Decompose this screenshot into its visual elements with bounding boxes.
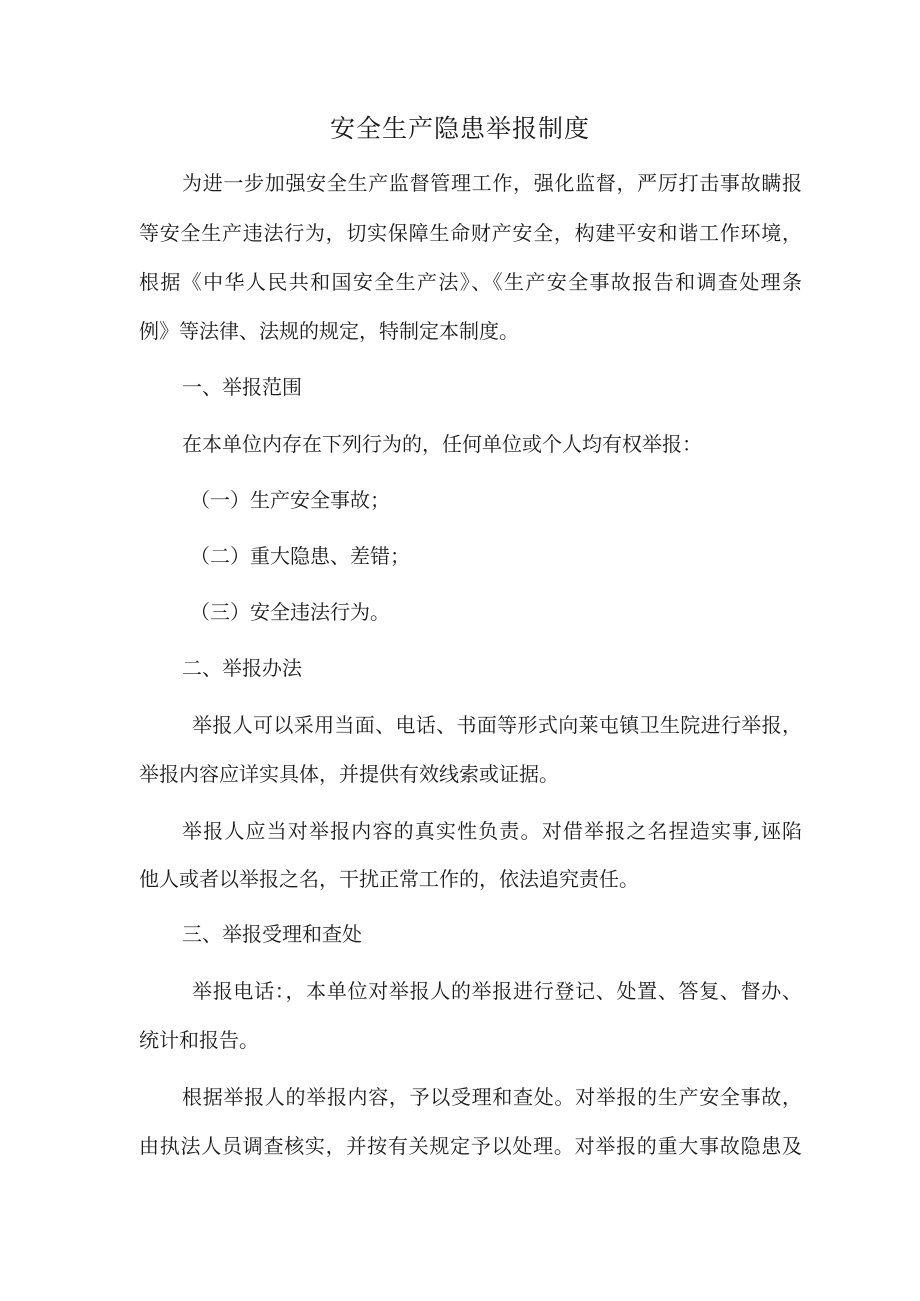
intro-line-1: 为进一步加强安全生产监督管理工作，强化监督，严厉打击事故瞒报 [182,171,802,195]
handling-para1-line-1: 举报电话：，本单位对举报人的举报进行登记、处置、答复、督办、 [192,979,802,1003]
section-heading-scope: 一、举报范围 [182,375,302,399]
scope-item-2: （二）重大隐患、差错； [190,544,410,568]
method-para1-line-2: 举报内容应详实具体，并提供有效线索或证据。 [139,762,559,786]
method-para2-line-1: 举报人应当对举报内容的真实性负责。对借举报之名捏造实事,诬陷 [182,819,802,843]
handling-para2-line-2: 由执法人员调查核实，并按有关规定予以处理。对举报的重大事故隐患及 [139,1134,802,1158]
scope-lead-text: 在本单位内存在下列行为的，任何单位或个人均有权举报： [182,432,702,456]
method-para2-line-2: 他人或者以举报之名，干扰正常工作的，依法追究责任。 [139,867,639,891]
section-heading-method: 二、举报办法 [182,656,302,680]
intro-line-3: 根据《中华人民共和国安全生产法》、《生产安全事故报告和调查处理条 [139,270,802,294]
method-para1-line-1: 举报人可以采用当面、电话、书面等形式向莱屯镇卫生院进行举报， [192,713,802,737]
document-title: 安全生产隐患举报制度 [329,114,590,143]
scope-item-3: （三）安全违法行为。 [190,600,390,624]
scope-item-1: （一）生产安全事故； [190,488,390,512]
handling-para2-line-1: 根据举报人的举报内容，予以受理和查处。对举报的生产安全事故， [182,1085,802,1109]
intro-line-4: 例》等法律、法规的规定，特制定本制度。 [139,319,519,343]
intro-line-2: 等安全生产违法行为，切实保障生命财产安全，构建平安和谐工作环境， [139,221,802,245]
handling-para1-line-2: 统计和报告。 [139,1028,259,1052]
section-heading-handling: 三、举报受理和查处 [182,922,362,946]
